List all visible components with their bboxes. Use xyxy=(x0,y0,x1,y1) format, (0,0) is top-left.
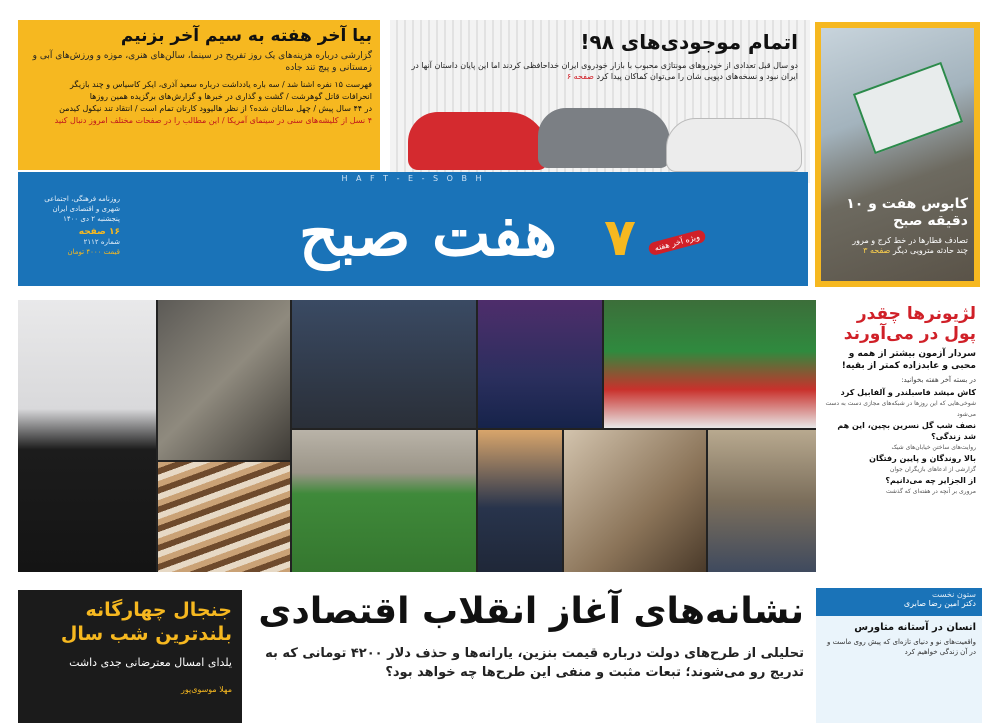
main-headline xyxy=(256,588,804,718)
first-column-body: واقعیت‌های نو و دنیای تازه‌ای که پیش روی ماست و در آن زندگی خواهیم کرد xyxy=(827,638,976,656)
cars-story xyxy=(390,20,810,183)
weekend-bullet-1: فهرست ۱۵ نفره اشنا شد / سه باره یادداشت درباره سعید آذری، ایکر کاسیاس و چند بازیگر xyxy=(70,80,372,89)
masthead-info-3: پنجشنبه ۲ دی ۱۴۰۰ xyxy=(63,215,120,223)
legionnaires-bullet-4: از الجزایر چه می‌دانیم؟ xyxy=(885,476,976,485)
legionnaires-subtitle: سردار آزمون بیشتر از همه و محبی و عابدزاده کمتر از بقیه! xyxy=(841,349,976,371)
train-story-page-ref: صفحه ۳ xyxy=(863,246,891,255)
weekend-bullet-3: در ۴۴ سال پیش / چهل سالتان شده؟ از نظر هالیوود کارتان تمام است / انتقاد تند نیکول کیدمن xyxy=(59,104,372,113)
masthead-logo: هفت صبح xyxy=(299,197,557,270)
legionnaires-note-3: گزارشی از ادعاهای بازیگران جوان xyxy=(889,466,976,473)
actor-photo xyxy=(478,300,602,428)
masthead-strip-text: H A F T - E - S O B H xyxy=(341,174,485,183)
yalda-author: مهلا موسوی‌پور xyxy=(180,685,232,694)
football-officials-photo xyxy=(292,300,476,428)
white-car-image xyxy=(666,118,802,172)
legionnaires-note-4: مروری بر آنچه در هفته‌ای که گذشت xyxy=(885,488,976,495)
coach-photo xyxy=(478,430,562,572)
yalda-box xyxy=(18,590,242,723)
weekend-teaser-body: گزارشی درباره هزینه‌های یک روز تفریح در سینما، سالن‌های هنری، موزه و ورزش‌های آبی و زمستانی و پیچ تند جاده xyxy=(32,51,372,73)
fabric-photo xyxy=(158,462,290,572)
legionnaires-bullet-2: نصف شب گل نسرین بچین، این هم شد زندگی؟ xyxy=(837,421,976,441)
legionnaires-bullet-3: بالا روندگان و پایین رفتگان xyxy=(869,454,976,463)
cars-story-body: دو سال قبل تعدادی از خودروهای مونتاژی محبوب با بازار خودروی ایران خداحافظی کردند اما این پایان داستان آنها در ایران نبود و نسخه‌های دپویی شان را می‌توان کماکان پیدا کرد xyxy=(411,61,798,81)
gray-car-image xyxy=(538,108,670,168)
footballer-photo xyxy=(708,430,816,572)
cars-story-page-ref: صفحه ۶ xyxy=(566,72,594,81)
masthead-info-2: شهری و اقتصادی ایران xyxy=(52,205,120,213)
weekend-bullet-4: ۴ نسل از کلیشه‌های سنی در سینمای آمریکا / این مطالب را در صفحات مختلف امروز دنبال کنید xyxy=(54,116,372,125)
red-car-image xyxy=(408,112,548,170)
football-match-photo xyxy=(292,430,476,572)
legionnaires-intro: در بسته آخر هفته بخوانید: xyxy=(901,376,976,384)
photo-collage xyxy=(18,300,816,572)
legionnaires-note-1: شوخی‌هایی که این روزها در شبکه‌های مجازی دست به دست می‌شود xyxy=(825,400,976,418)
masthead-strip xyxy=(18,172,808,186)
first-column-author: دکتر امین رضا صابری xyxy=(903,599,976,608)
weekend-teaser-title: بیا آخر هفته به سیم آخر بزنیم xyxy=(120,26,372,46)
legionnaires-note-2: روایت‌های ساختن خیابان‌های شیک xyxy=(891,444,976,451)
legionnaires-bullet-1: کاش میشد فاسبلندر و آلفابیل کرد xyxy=(840,388,976,397)
masthead-price: قیمت ۴۰۰۰ تومان xyxy=(67,248,120,256)
yalda-subtitle: یلدای امسال معترضانی جدی داشت xyxy=(69,656,232,669)
first-column-section: ستون نخست xyxy=(931,590,976,599)
weekend-bullet-2: انحرافات قاتل گوهرشت / گشت و گذاری در خبرها و گزارش‌های برگزیده همین روزها xyxy=(89,92,372,101)
sculpture-photo xyxy=(158,300,290,460)
yalda-title: جنجال چهارگانه بلندترین شب سال xyxy=(60,599,232,645)
train-story-title: کابوس هفت و ۱۰ دقیقه صبح xyxy=(846,196,968,229)
masthead-badge: ویژه آخر هفته xyxy=(647,229,707,257)
fans-photo xyxy=(604,300,816,428)
cars-story-title: اتمام موجودی‌های ۹۸! xyxy=(580,30,798,54)
weekend-teaser-box xyxy=(18,20,380,170)
main-headline-title: نشانه‌های آغاز انقلاب اقتصادی xyxy=(258,591,804,632)
masthead-issue: شماره ۲۱۱۲ xyxy=(83,238,120,246)
legionnaires-column xyxy=(818,300,982,575)
train-car-shape xyxy=(853,62,963,154)
vintage-photo xyxy=(564,430,706,572)
masthead-pages: ۱۶ صفحه xyxy=(78,227,120,237)
first-column-title: انسان در آستانه متاورس xyxy=(854,622,976,633)
masthead-number: ۷ xyxy=(604,208,636,268)
masthead xyxy=(18,186,808,286)
legionnaires-title: لژیونرها چقدر پول در می‌آورند xyxy=(843,304,976,344)
train-accident-photo xyxy=(821,28,974,281)
main-headline-subtitle: تحلیلی از طرح‌های دولت درباره قیمت بنزین، یارانه‌ها و حذف دلار ۴۲۰۰ تومانی که به تدریج رو می‌شوند؛ تبعات مثبت و منفی این طرح‌ها چه خواهد بود؟ xyxy=(265,646,804,680)
masthead-info-1: روزنامه فرهنگی، اجتماعی xyxy=(44,195,120,203)
actress-photo xyxy=(18,300,156,572)
first-column xyxy=(816,588,982,723)
train-story xyxy=(815,22,980,287)
train-story-body: تصادف قطارها در خط کرج و مرور چند حادثه مترویی دیگر xyxy=(852,236,968,255)
